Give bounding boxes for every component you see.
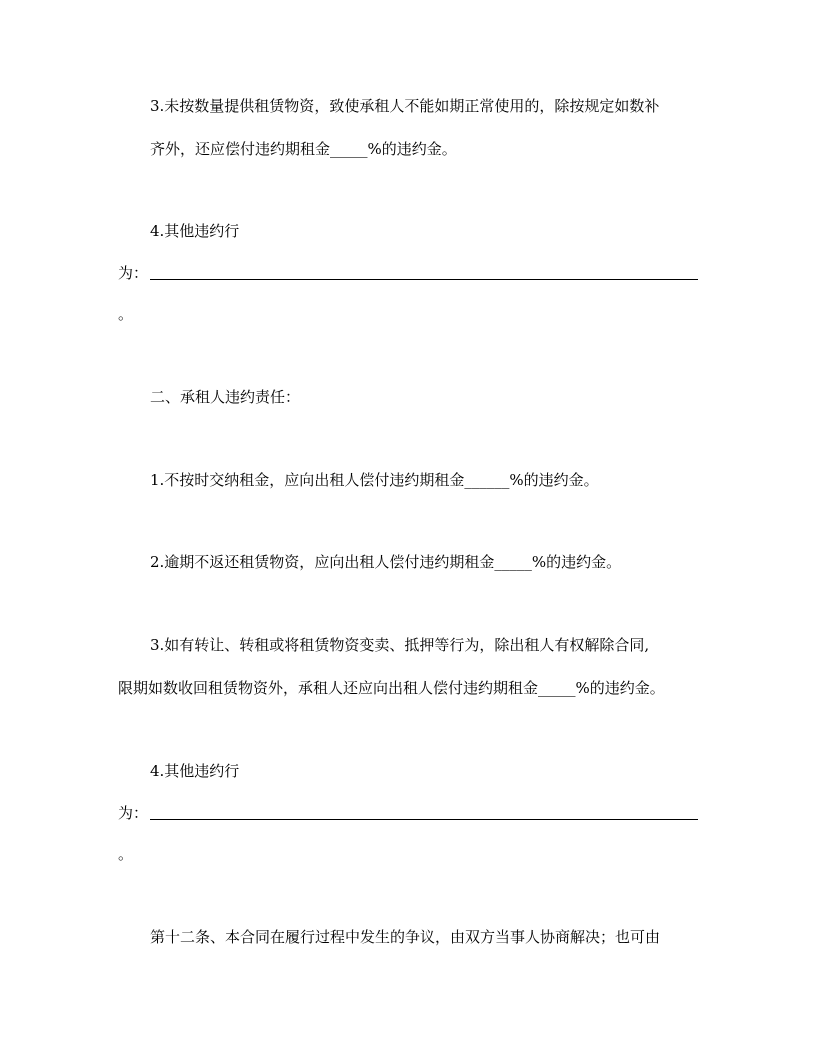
lessee-item3-line1: 3.如有转让、转租或将租赁物资变卖、抵押等行为，除出租人有权解除合同, xyxy=(150,636,650,654)
lessor-item4-prefix: 为： xyxy=(118,264,149,282)
lessee-item4-end: 。 xyxy=(118,845,134,863)
lessee-item3-line2: 限期如数收回租赁物资外，承租人还应向出租人偿付违约期租金_____%的违约金。 xyxy=(118,679,665,697)
lessor-item4-blank-line xyxy=(150,279,698,280)
lessor-item3-line1: 3.未按数量提供租赁物资，致使承租人不能如期正常使用的，除按规定如数补 xyxy=(150,97,660,115)
lessee-item1: 1.不按时交纳租金，应向出租人偿付违约期租金______%的违约金。 xyxy=(150,471,599,489)
lessor-item3-line2: 齐外，还应偿付违约期租金_____%的违约金。 xyxy=(150,140,457,158)
lessee-item2: 2.逾期不返还租赁物资，应向出租人偿付违约期租金_____%的违约金。 xyxy=(150,553,622,571)
lessee-item4-prefix: 为： xyxy=(118,804,149,822)
article12-line1: 第十二条、本合同在履行过程中发生的争议，由双方当事人协商解决；也可由 xyxy=(150,928,661,946)
lessor-item4-line1: 4.其他违约行 xyxy=(150,222,240,240)
lessor-item4-end: 。 xyxy=(118,305,134,323)
lessee-section-heading: 二、承租人违约责任： xyxy=(150,388,301,406)
lessee-item4-line1: 4.其他违约行 xyxy=(150,762,240,780)
lessee-item4-blank-line xyxy=(150,819,698,820)
